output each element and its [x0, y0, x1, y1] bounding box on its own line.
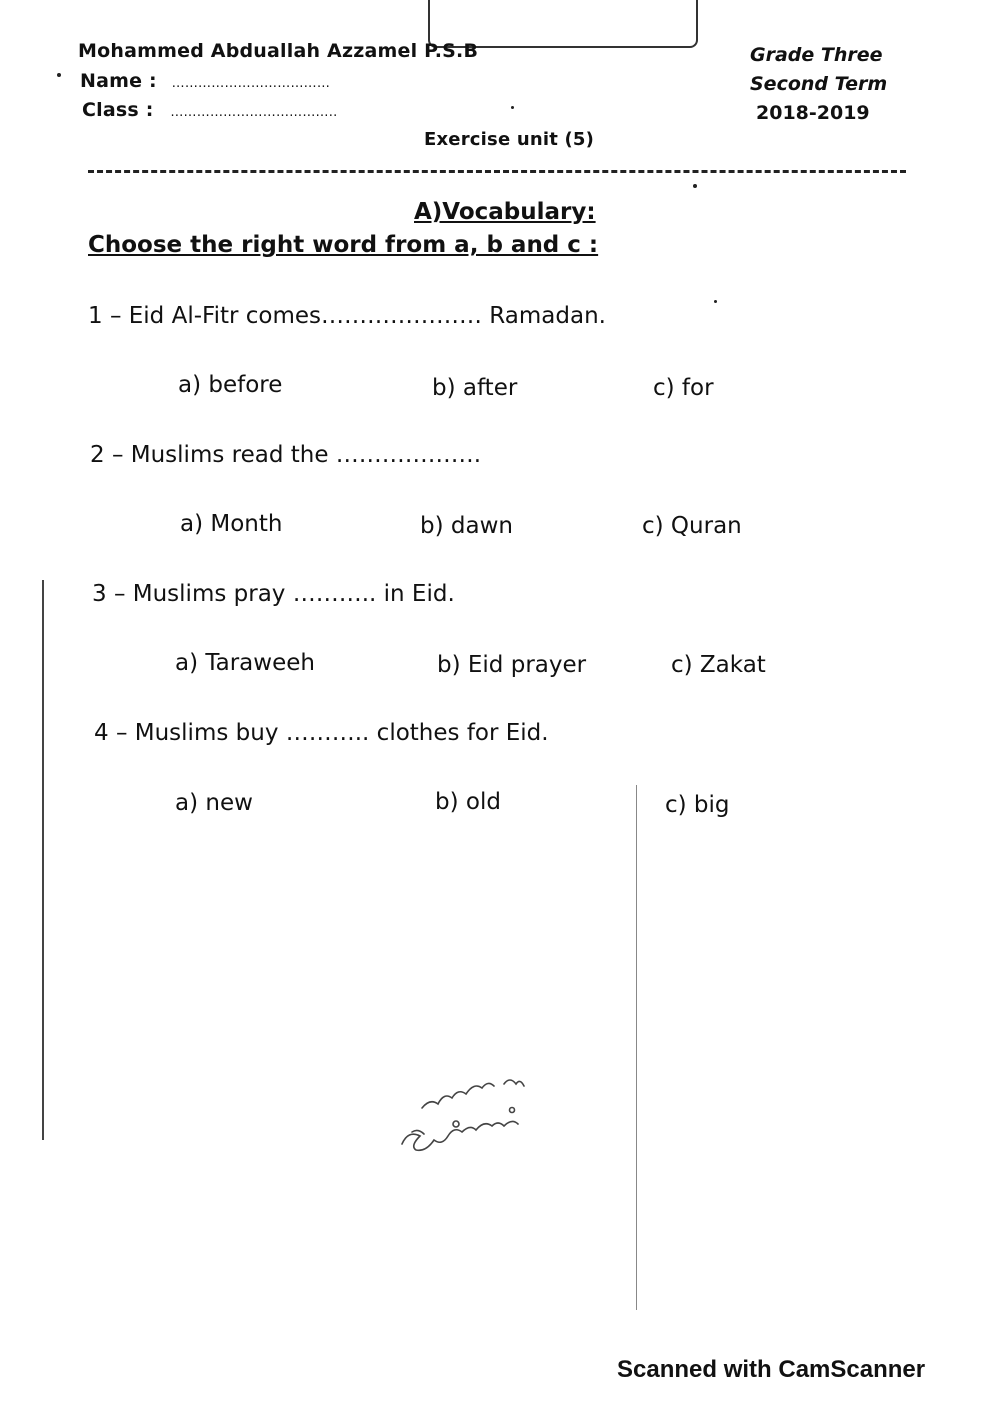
instruction-text: Choose the right word from a, b and c :: [88, 232, 599, 258]
section-title: A)Vocabulary:: [414, 199, 596, 225]
school-name: Mohammed Abduallah Azzamel P.S.B: [78, 40, 479, 62]
question-1-option-b: b) after: [432, 375, 518, 401]
grade-label: Grade Three: [750, 44, 883, 66]
name-label-text: Name :: [80, 70, 157, 92]
question-2-option-b: b) dawn: [420, 513, 513, 539]
scan-speck: [57, 73, 61, 77]
class-label-text: Class :: [82, 99, 154, 121]
scan-edge-left: [42, 580, 44, 1140]
scan-speck: [714, 300, 717, 303]
question-2: 2 – Muslims read the ……………….: [90, 442, 482, 468]
question-1-option-a: a) before: [178, 372, 283, 398]
question-3-option-c: c) Zakat: [671, 652, 766, 678]
question-4-option-a: a) new: [175, 790, 253, 816]
scan-fold-line: [636, 785, 637, 1310]
question-3: 3 – Muslims pray ……….. in Eid.: [92, 581, 455, 607]
dashed-divider: [88, 170, 906, 173]
question-3-option-a: a) Taraweeh: [175, 650, 315, 676]
scan-speck: [511, 106, 514, 109]
exercise-title: Exercise unit (5): [424, 129, 595, 150]
question-4-option-c: c) big: [665, 792, 730, 818]
question-3-option-b: b) Eid prayer: [437, 652, 587, 678]
department-head-stamp: [392, 1062, 552, 1158]
question-4: 4 – Muslims buy ……….. clothes for Eid.: [94, 720, 549, 746]
term-label: Second Term: [750, 73, 888, 95]
question-2-option-a: a) Month: [180, 511, 283, 537]
year-label: 2018-2019: [756, 102, 870, 124]
name-blank: ………………………………: [171, 76, 331, 91]
question-1: 1 – Eid Al-Fitr comes………………… Ramadan.: [88, 303, 606, 329]
scan-speck: [693, 184, 697, 188]
class-label: [82, 99, 337, 121]
scanner-watermark: Scanned with CamScanner: [617, 1356, 926, 1383]
name-label: [80, 70, 330, 92]
question-4-option-b: b) old: [435, 789, 501, 815]
question-1-option-c: c) for: [653, 375, 714, 401]
class-blank: ………………………………..: [170, 105, 338, 120]
question-2-option-c: c) Quran: [642, 513, 742, 539]
